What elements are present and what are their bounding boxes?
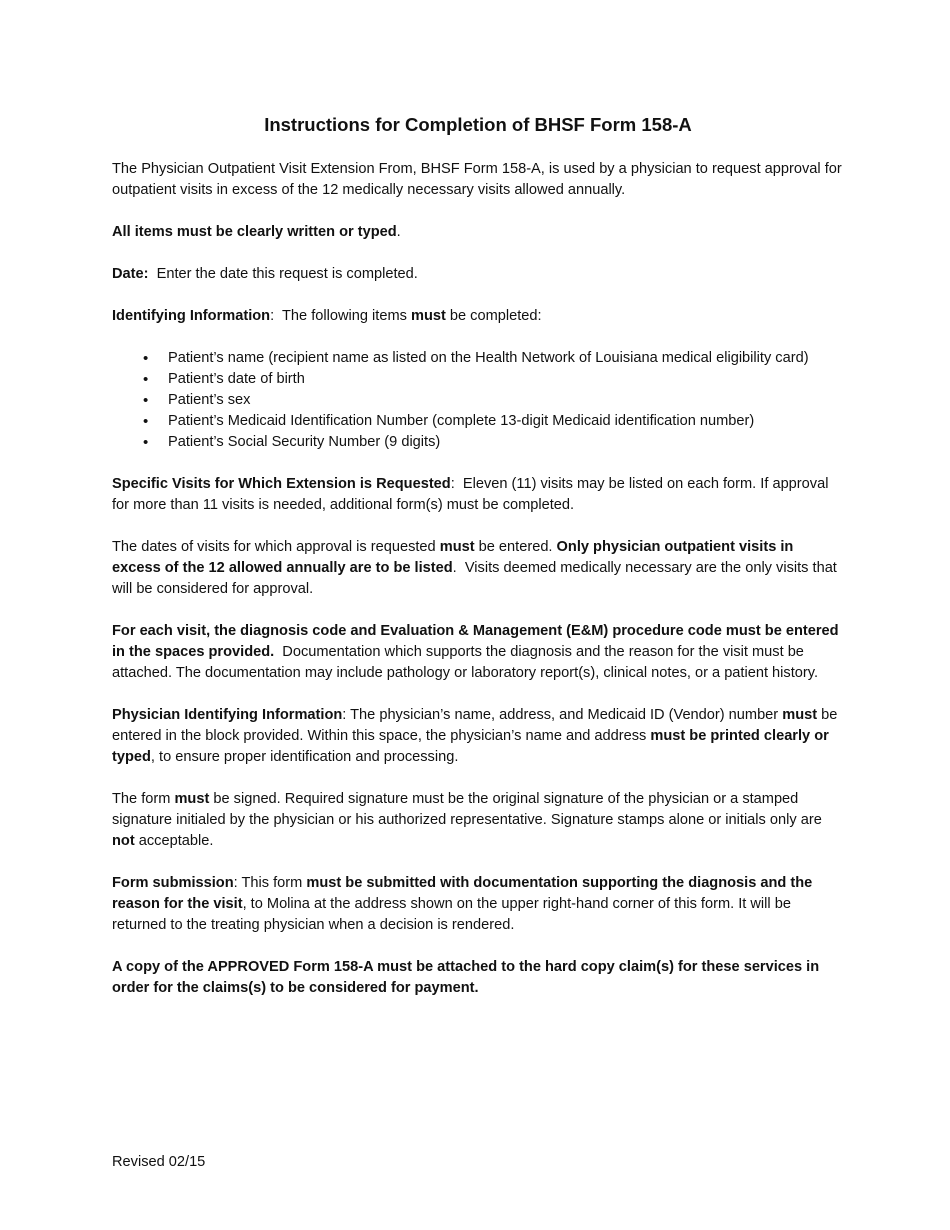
list-item-patient-name: • Patient’s name (recipient name as listed on the Health Network of Louisiana medical eligibility card)	[168, 348, 844, 369]
physician-info-bold: must be printed clearly or typed	[112, 728, 829, 765]
signature-text-c: acceptable.	[134, 833, 214, 849]
identifying-text-b: be completed:	[445, 308, 542, 324]
identifying-text-a: : The following items	[270, 308, 411, 324]
physician-info-text-b: be entered in the block provided. Within this space, the physician’s name and address	[112, 707, 838, 744]
submission-text-b: , to Molina at the address shown on the upper right-hand corner of this form. It will be returned to the treating physician when a decision is rendered.	[112, 896, 791, 933]
physician-info-paragraph	[112, 705, 844, 768]
all-items-bold: All items must be clearly written or typed	[112, 224, 397, 240]
document-page	[112, 112, 844, 1020]
dates-must: must	[439, 539, 475, 555]
physician-info-must: must	[782, 707, 818, 723]
dates-text-c: . Visits deemed medically necessary are the only visits that will be considered for approval.	[112, 560, 841, 597]
identifying-label: Identifying Information	[112, 308, 271, 324]
dates-bold: Only physician outpatient visits in excess of the 12 allowed annually are to be listed	[112, 539, 798, 576]
signature-paragraph	[112, 789, 844, 852]
copy-notice-bold: A copy of the APPROVED Form 158-A must be attached to the hard copy claim(s) for these services in order for the claims(s) to be considered for payment.	[112, 959, 820, 996]
signature-must: must	[174, 791, 210, 807]
list-item-patient-medicaid-id: • Patient’s Medicaid Identification Number (complete 13-digit Medicaid identification number)	[168, 411, 844, 432]
specific-visits-paragraph	[112, 474, 844, 516]
identifying-paragraph	[112, 306, 844, 327]
date-paragraph	[112, 264, 844, 285]
specific-visits-text: : Eleven (11) visits may be listed on each form. If approval for more than 11 visits is needed, additional form(s) must be completed.	[112, 476, 833, 513]
diagnosis-text: Documentation which supports the diagnosis and the reason for the visit must be attached. The documentation may include pathology or laboratory report(s), clinical notes, or a patient history.	[112, 644, 819, 681]
revision-footer: Revised 02/15	[112, 1154, 206, 1170]
date-label: Date:	[112, 266, 149, 282]
physician-info-label: Physician Identifying Information	[112, 707, 343, 723]
identifying-items-list	[112, 348, 844, 453]
dates-of-visits-paragraph	[112, 537, 844, 600]
submission-bold: must be submitted with documentation supporting the diagnosis and the reason for the visit	[112, 875, 813, 912]
signature-text-b: be signed. Required signature must be the original signature of the physician or a stamped signature initialed by the physician or his authorized representative. Signature stamps alone or initials only are	[112, 791, 822, 828]
all-items-paragraph	[112, 222, 844, 243]
list-item-patient-sex: • Patient’s sex	[168, 390, 844, 411]
physician-info-text-a: : The physician’s name, address, and Medicaid ID (Vendor) number	[342, 707, 783, 723]
submission-text-a: : This form	[233, 875, 307, 891]
specific-visits-label: Specific Visits for Which Extension is Requested	[112, 476, 451, 492]
submission-label: Form submission	[112, 875, 234, 891]
copy-notice-paragraph	[112, 957, 844, 999]
intro-paragraph: The Physician Outpatient Visit Extension From, BHSF Form 158-A, is used by a physician to request approval for outpatient visits in excess of the 12 medically necessary visits allowed annually.	[112, 161, 842, 198]
all-items-tail: .	[396, 224, 401, 240]
diagnosis-paragraph	[112, 621, 844, 684]
dates-text-b: be entered.	[474, 539, 557, 555]
signature-text-a: The form	[112, 791, 175, 807]
submission-paragraph	[112, 873, 844, 936]
identifying-must: must	[410, 308, 446, 324]
list-item-patient-ssn: • Patient’s Social Security Number (9 digits)	[168, 432, 844, 453]
diagnosis-bold: For each visit, the diagnosis code and Evaluation & Management (E&M) procedure code must be entered in the spaces provided.	[112, 623, 843, 660]
list-item-patient-dob: • Patient’s date of birth	[168, 369, 844, 390]
dates-text-a: The dates of visits for which approval is requested	[112, 539, 440, 555]
physician-info-text-c: , to ensure proper identification and processing.	[150, 749, 459, 765]
page-title: Instructions for Completion of BHSF Form 158-A	[264, 114, 692, 135]
date-text: Enter the date this request is completed.	[148, 266, 418, 282]
signature-not: not	[112, 833, 135, 849]
